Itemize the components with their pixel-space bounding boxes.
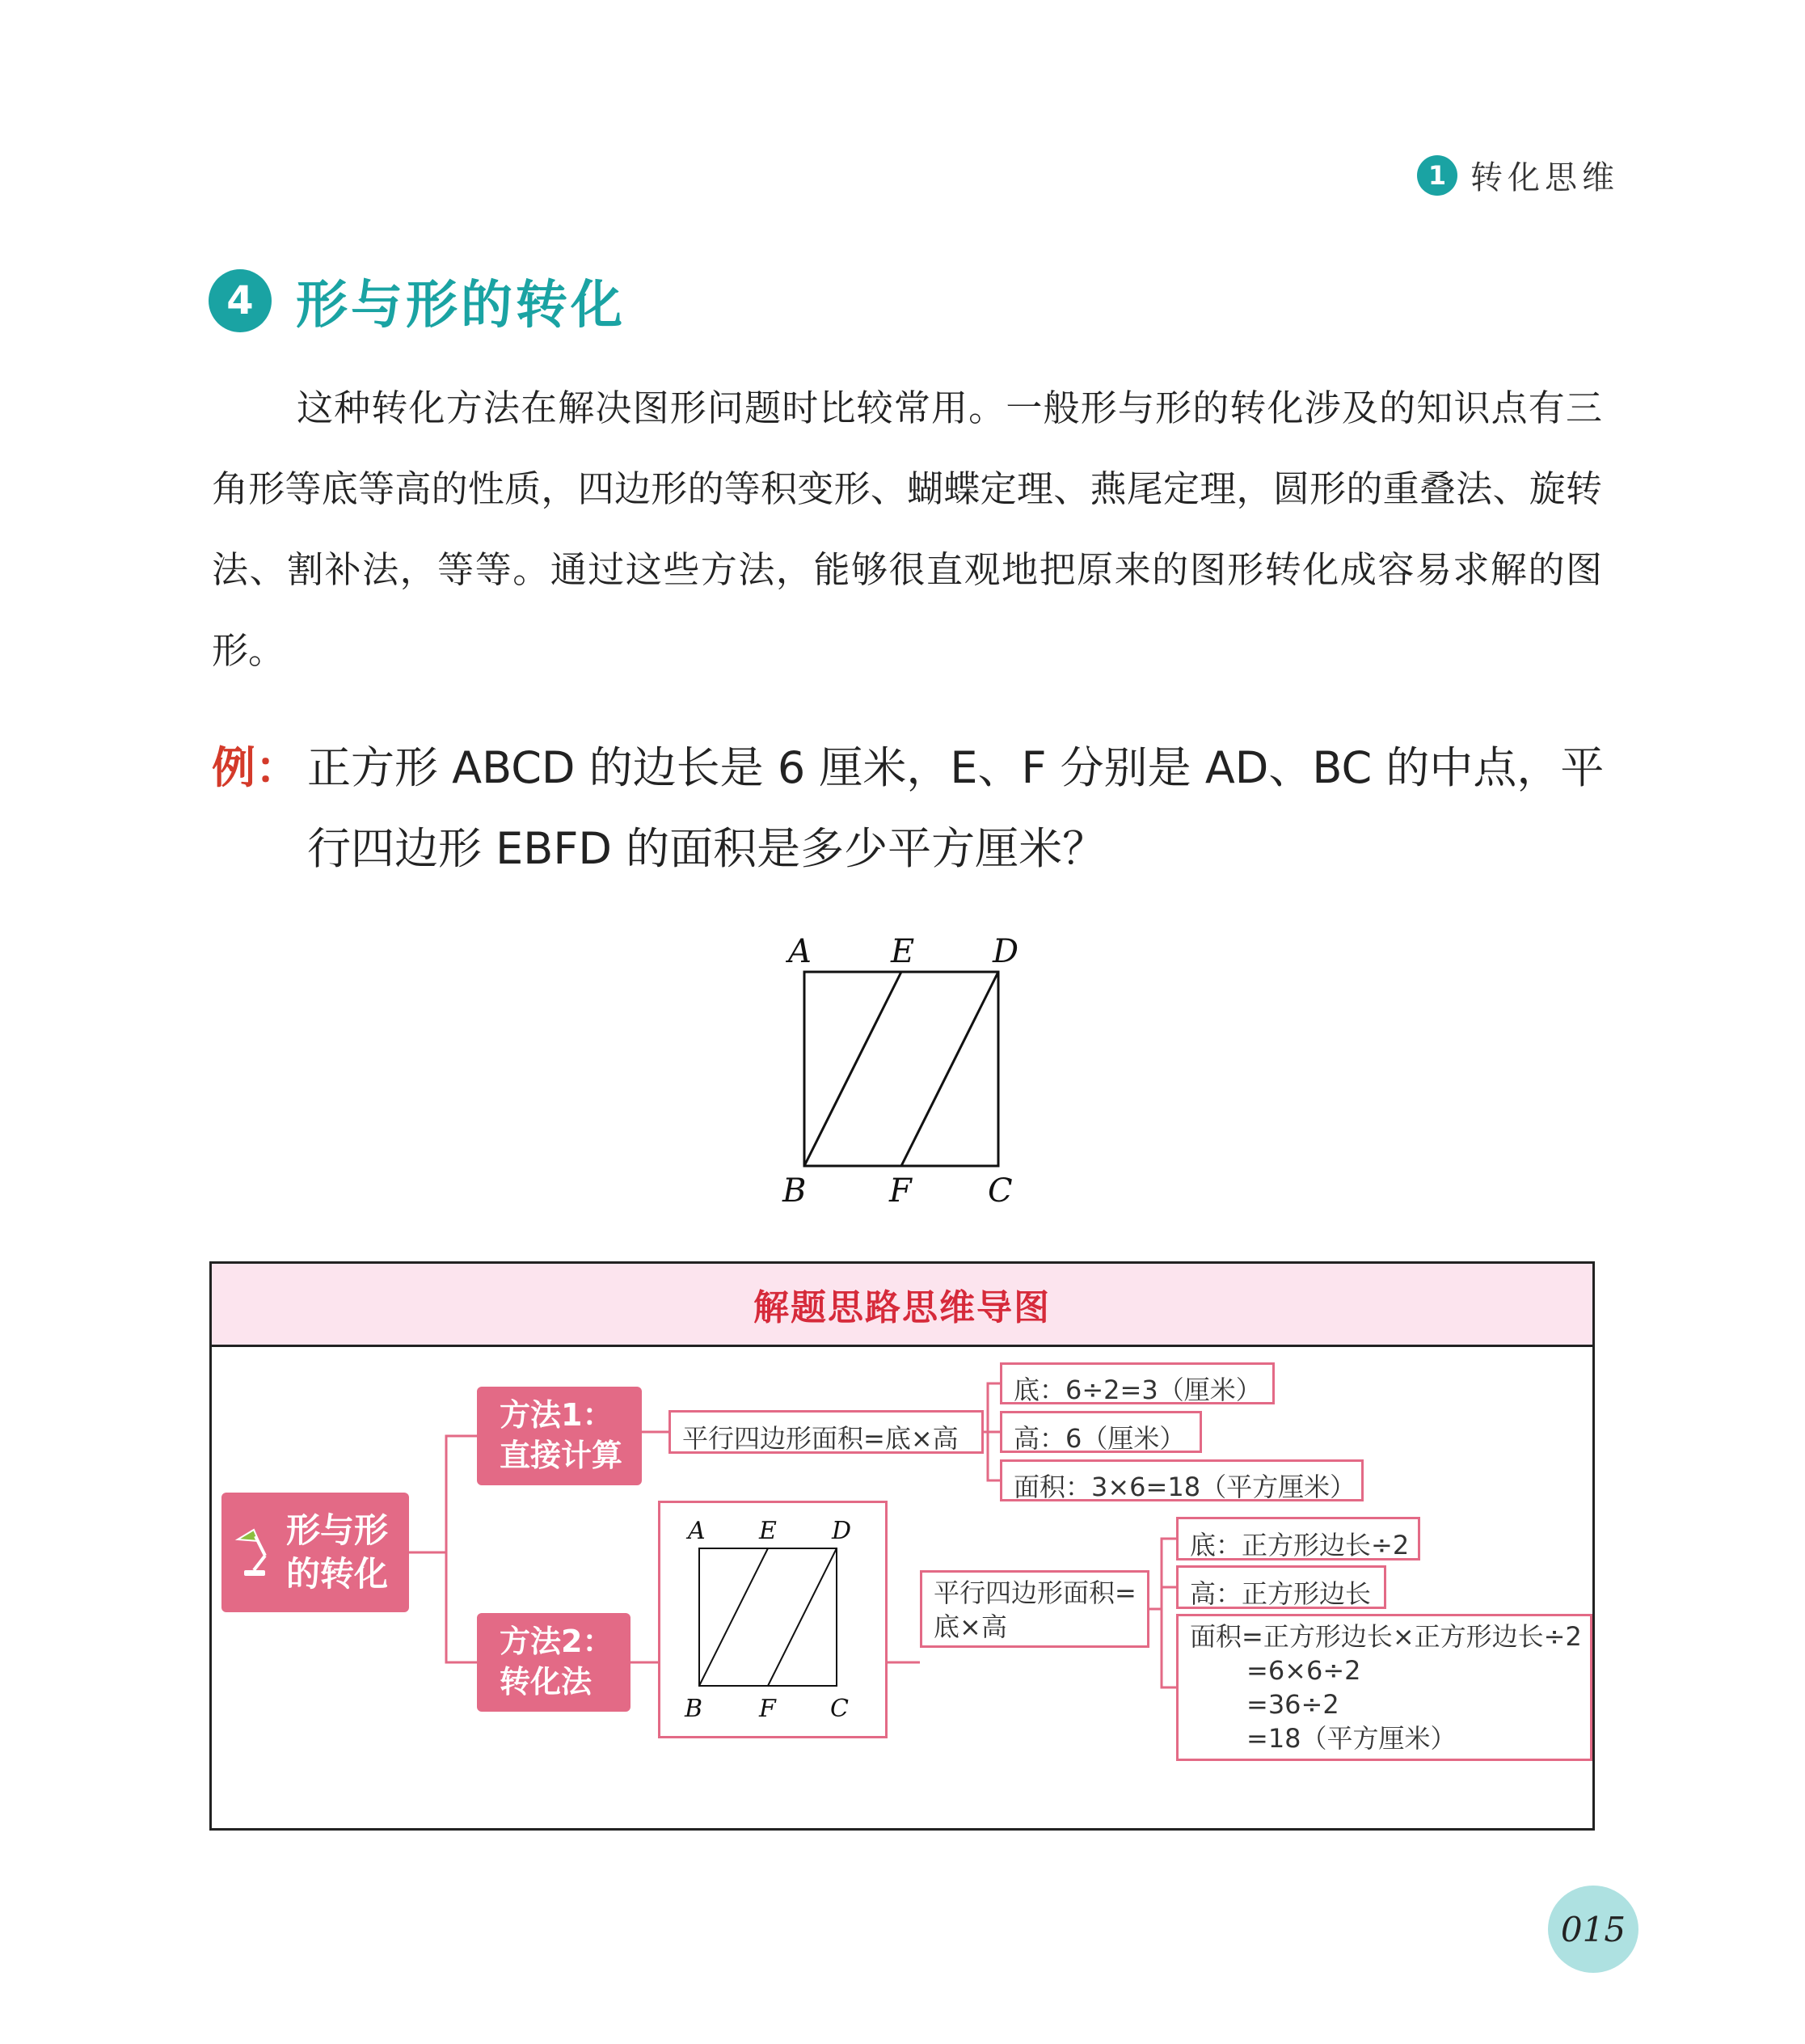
section-title: 形与形的转化 [296,276,626,336]
label-F: F [889,1172,912,1210]
label-D: D [993,933,1019,970]
example-text: 正方形 ABCD 的边长是 6 厘米，E、F 分别是 AD、BC 的中点，平行四边形 EBFD 的面积是多少平方厘米？ [307,742,1605,874]
page-number: 015 [1548,1886,1638,1973]
area-line-2: =6×6÷2 [1246,1655,1361,1686]
method2-node [477,1613,630,1712]
mini-label-E: E [759,1517,777,1545]
chapter-number-badge: 1 [1417,155,1457,196]
method2-formula-line2: 底×高 [934,1611,1007,1642]
example-label: 例： [212,742,299,793]
method1-line2: 直接计算 [500,1438,623,1473]
root-label-line1: 形与形 [286,1510,389,1550]
square-outline [804,972,998,1166]
method2-step-base: 底：正方形边长÷2 [1176,1517,1420,1560]
section-number-badge: 4 [209,269,272,332]
method1-line1: 方法1： [500,1397,614,1433]
method2-formula-line1: 平行四边形面积= [934,1577,1137,1608]
method2-figure-box [658,1501,888,1738]
mindmap-title: 解题思路思维导图 [753,1287,1051,1328]
label-C: C [988,1172,1013,1210]
mini-label-F: F [759,1695,776,1723]
method1-formula: 平行四边形面积=底×高 [668,1410,984,1454]
mini-label-A: A [688,1517,706,1545]
segment-FD [901,972,998,1166]
method2-step-height: 高：正方形边长 [1176,1565,1386,1609]
area-line-4: =18（平方厘米） [1246,1723,1457,1754]
method2-square-figure [660,1503,885,1736]
method2-line1: 方法2： [500,1624,614,1659]
square-figure [776,930,1043,1213]
segment-BE [804,972,901,1166]
method2-step-area [1176,1614,1592,1761]
method2-line2: 转化法 [500,1664,593,1700]
example-problem [212,728,1634,889]
chapter-title: 转化思维 [1470,159,1619,196]
method1-node [477,1387,642,1485]
mini-label-C: C [830,1695,849,1723]
method1-step-height: 高：6（厘米） [1000,1411,1202,1453]
lamp-icon [233,1523,278,1582]
section-heading [209,264,626,338]
label-B: B [782,1172,807,1210]
mindmap [209,1261,1595,1831]
label-E: E [891,933,915,970]
chapter-tag [1417,152,1619,198]
mini-label-B: B [685,1695,703,1723]
root-label [286,1509,388,1596]
area-line-3: =36÷2 [1246,1689,1339,1720]
root-label-line2: 的转化 [286,1554,389,1594]
mini-label-D: D [832,1517,852,1545]
root-node [221,1493,409,1612]
method1-step-area: 面积：3×6=18（平方厘米） [1000,1459,1364,1501]
method2-formula [920,1570,1149,1648]
area-line-1: 面积=正方形边长×正方形边长÷2 [1190,1621,1582,1652]
label-A: A [788,933,812,970]
method1-step-base: 底：6÷2=3（厘米） [1000,1362,1275,1404]
intro-paragraph: 这种转化方法在解决图形问题时比较常用。一般形与形的转化涉及的知识点有三角形等底等高的性质，四边形的等积变形、蝴蝶定理、燕尾定理，圆形的重叠法、旋转法、割补法，等等。通过这些方法，能够很直观地把原来的图形转化成容易求解的图形。 [212,386,1602,672]
